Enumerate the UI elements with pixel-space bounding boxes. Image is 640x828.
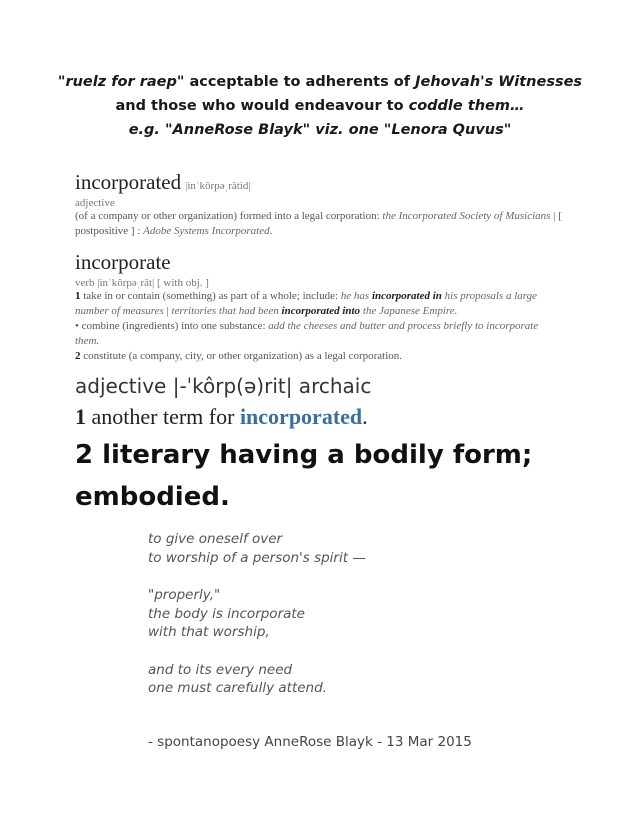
def-example-2: Adobe Systems Incorporated [143,225,270,237]
header-line-2 [0,94,640,118]
poem-line: with that worship, [148,624,270,640]
sense-example-d: territories that had been [171,305,282,317]
poem-stanza-break [148,567,568,586]
entry-incorporate-adjective [75,374,595,518]
entry-headword: incorporated [75,170,182,194]
def-text-b: | [ postpositive ] : [75,210,562,237]
sense-text-2: constitute (a company, city, or other organization) as a legal corporation. [80,350,403,362]
sense-number: 1 [75,290,81,302]
sense-bullet [75,319,565,349]
def-text: (of a company or other organization) formed into a legal corporation: [75,210,383,222]
sense-example-a: he has [340,290,372,302]
sense-number: 1 [75,404,86,429]
bullet-text: • combine (ingredients) into one substance: [75,320,269,332]
sense-text: take in or contain (something) as part of a whole; include: [80,290,341,302]
sense-example-c: his proposals a large number of measures [75,290,538,317]
sense-2 [75,349,565,364]
entry-pronunciation: |inˈkôrpəˌrātid| [185,180,251,192]
cross-reference-link[interactable]: incorporated [239,404,363,429]
sense-end: . [362,404,368,429]
sense-separator: | [163,305,172,317]
poem [148,530,568,698]
sense-number-2: 2 [75,350,81,362]
bullet-example: add the cheeses and butter and process briefly to incorporate them. [75,320,539,347]
header-jw: Jehovah's Witnesses [415,74,583,90]
entry-pos-line: verb |inˈkôrpəˌrāt| [ with obj. ] [75,277,209,289]
sense-1 [75,289,565,319]
sense-text: another term for [86,404,240,429]
poem-line: the body is incorporate [148,605,305,622]
header-coddle: coddle them… [408,98,525,114]
def-end: . [269,225,273,237]
entry-pos: adjective [75,197,115,209]
sense-example-bold-1: incorporated in [371,290,442,302]
header-quote: "ruelz for raep" [57,74,185,90]
adjective-sense-1 [75,404,595,430]
sense-2-line-2: embodied. [75,482,230,512]
sense-example-bold-2: incorporated into [281,305,361,317]
sense-example-e: the Japanese Empire. [360,305,458,317]
poem-line: one must carefully attend. [148,680,327,696]
header-text-2: and those who would endeavour to [115,98,409,114]
header-title [0,70,640,142]
signature: - spontanopoesy AnneRose Blayk - 13 Mar 2015 [148,734,472,750]
header-line-1 [0,70,640,94]
header-text: acceptable to adherents of [184,74,416,90]
entry-incorporated [75,170,565,239]
poem-line: and to its every need [148,661,293,678]
def-example: the Incorporated Society of Musicians [382,210,551,222]
poem-line: to give oneself over [148,531,283,547]
entry-definition [75,209,565,239]
poem-line: to worship of a person's spirit — [148,549,366,566]
adjective-sense-2 [75,434,595,518]
poem-stanza-break [148,642,568,661]
poem-line: "properly," [148,587,221,603]
adjective-pos-line: adjective |-ˈkôrp(ə)rit| archaic [75,374,372,398]
entry-headword: incorporate [75,250,171,274]
header-line-3: e.g. "AnneRose Blayk" viz. one "Lenora Quvus" [128,122,512,138]
entry-incorporate-verb [75,250,565,364]
sense-2-line-1: 2 literary having a bodily form; [75,440,533,470]
